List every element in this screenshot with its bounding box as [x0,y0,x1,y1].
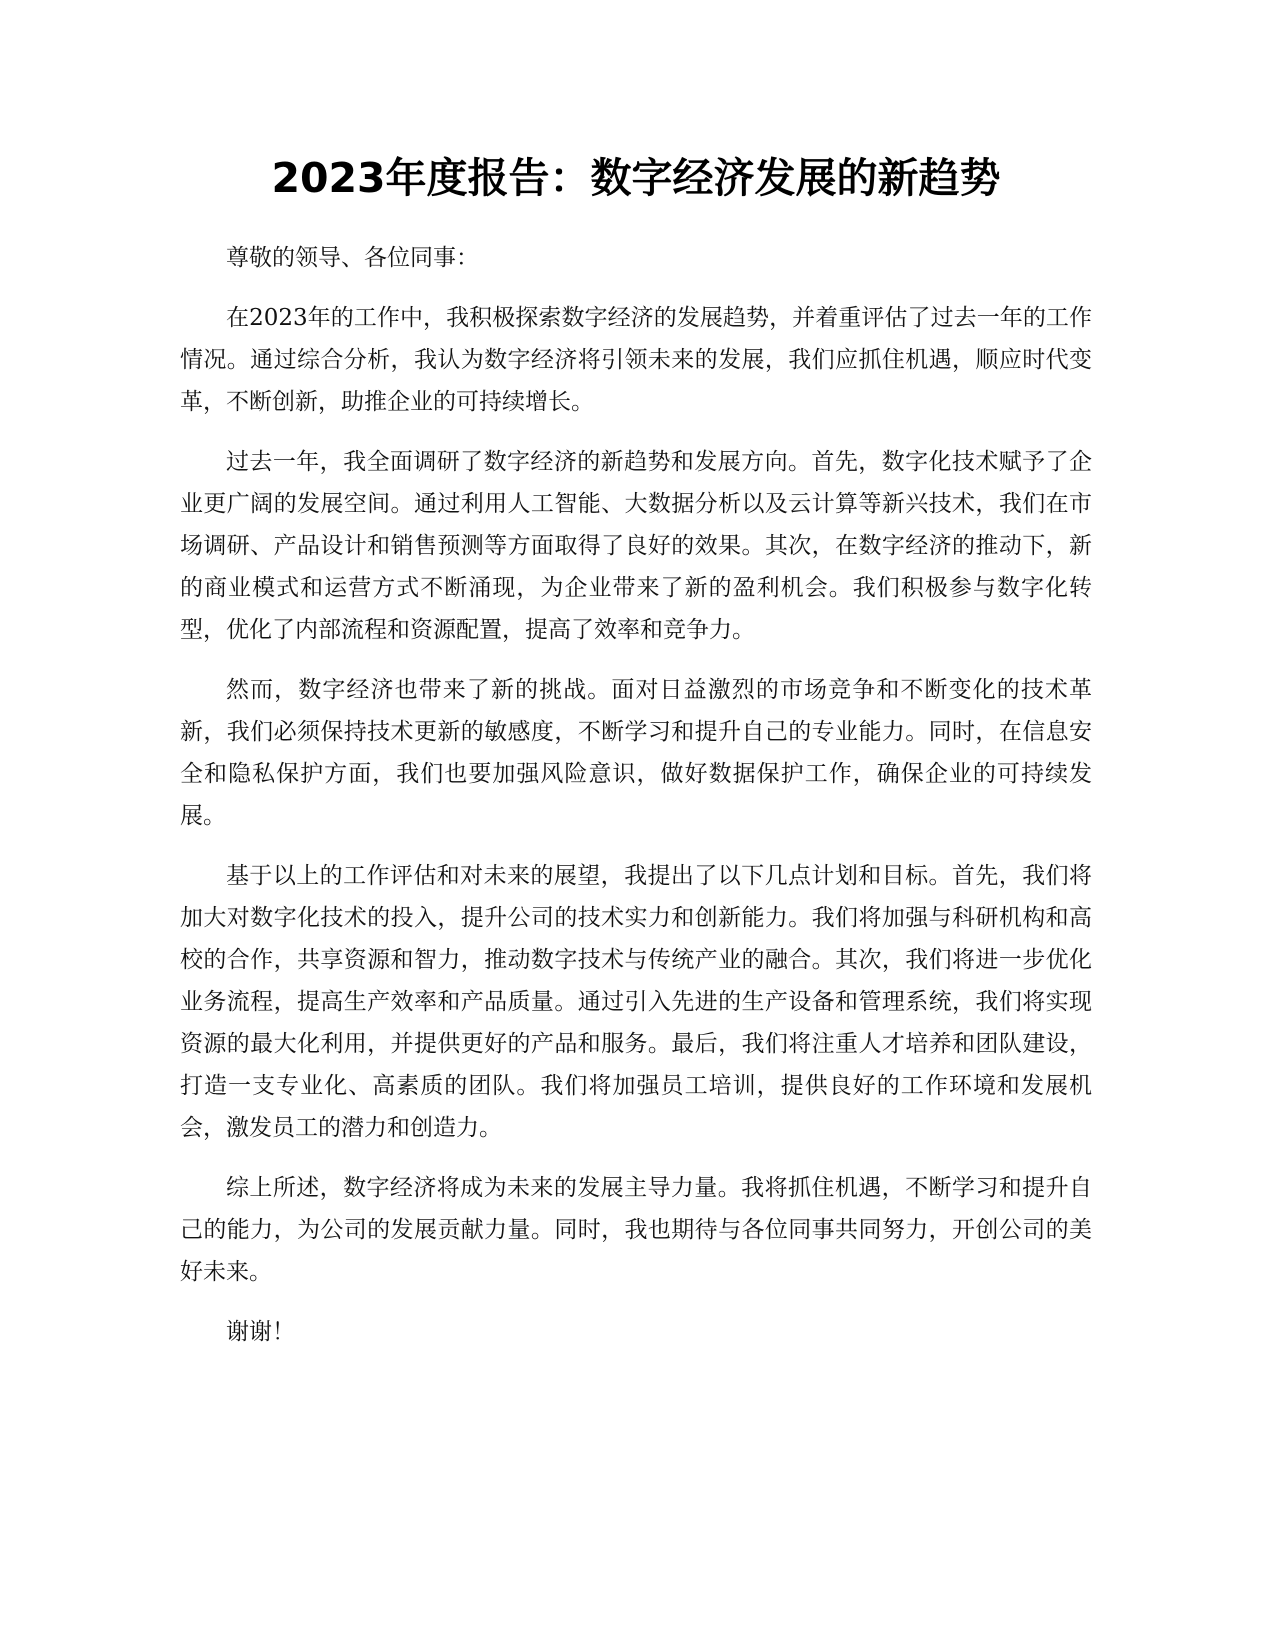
document-page [180,150,1092,1353]
body-paragraph-3: 然而，数字经济也带来了新的挑战。面对日益激烈的市场竞争和不断变化的技术革新，我们必须保持技术更新的敏感度，不断学习和提升自己的专业能力。同时，在信息安全和隐私保护方面，我们也要加强风险意识，做好数据保护工作，确保企业的可持续发展。 [180,677,1092,829]
document-title: 2023年度报告：数字经济发展的新趋势 [271,154,1001,202]
body-paragraph-4: 基于以上的工作评估和对未来的展望，我提出了以下几点计划和目标。首先，我们将加大对数字化技术的投入，提升公司的技术实力和创新能力。我们将加强与科研机构和高校的合作，共享资源和智力，推动数字技术与传统产业的融合。其次，我们将进一步优化业务流程，提高生产效率和产品质量。通过引入先进的生产设备和管理系统，我们将实现资源的最大化利用，并提供更好的产品和服务。最后，我们将注重人才培养和团队建设，打造一支专业化、高素质的团队。我们将加强员工培训，提供良好的工作环境和发展机会，激发员工的潜力和创造力。 [180,863,1092,1141]
body-paragraph-1: 在2023年的工作中，我积极探索数字经济的发展趋势，并着重评估了过去一年的工作情况。通过综合分析，我认为数字经济将引领未来的发展，我们应抓住机遇，顺应时代变革，不断创新，助推企业的可持续增长。 [180,305,1092,415]
closing-thanks: 谢谢！ [226,1319,295,1345]
salutation: 尊敬的领导、各位同事： [226,245,479,271]
body-paragraph-2: 过去一年，我全面调研了数字经济的新趋势和发展方向。首先，数字化技术赋予了企业更广阔的发展空间。通过利用人工智能、大数据分析以及云计算等新兴技术，我们在市场调研、产品设计和销售预测等方面取得了良好的效果。其次，在数字经济的推动下，新的商业模式和运营方式不断涌现，为企业带来了新的盈利机会。我们积极参与数字化转型，优化了内部流程和资源配置，提高了效率和竞争力。 [180,449,1092,643]
body-paragraph-5: 综上所述，数字经济将成为未来的发展主导力量。我将抓住机遇，不断学习和提升自己的能力，为公司的发展贡献力量。同时，我也期待与各位同事共同努力，开创公司的美好未来。 [180,1175,1092,1285]
